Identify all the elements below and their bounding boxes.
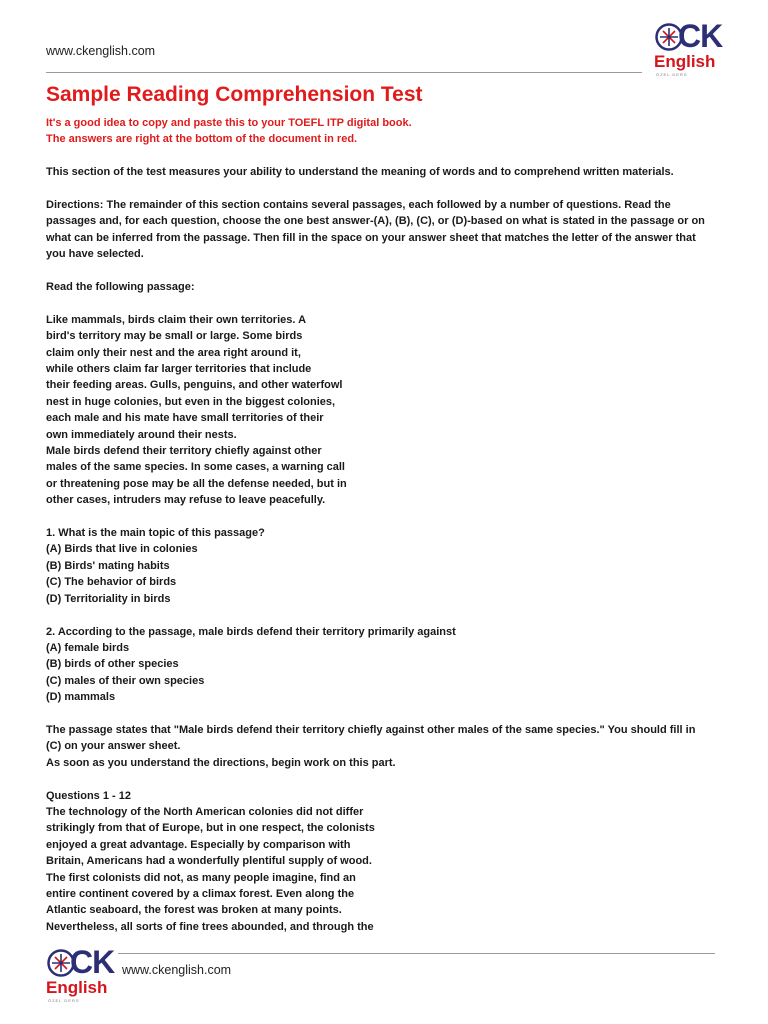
passage-line: males of the same species. In some cases, a warning call: [46, 461, 345, 474]
passage-line: claim only their nest and the area right around it,: [46, 346, 301, 359]
passage-line: while others claim far larger territories that include: [46, 363, 312, 376]
answer-option: (C) The behavior of birds: [46, 576, 177, 589]
passage-line: Like mammals, birds claim their own territories. A: [46, 313, 307, 326]
directions-line: Directions: The remainder of this section contains several passages, each followed by a number of questions. Read the: [46, 199, 671, 211]
intro-paragraph: This section of the test measures your ability to understand the meaning of words and to comprehend written materials.: [46, 166, 674, 179]
explanation-line: As soon as you understand the directions, begin work on this part.: [46, 756, 396, 769]
passage2-line: Britain, Americans had a wonderfully plentiful supply of wood.: [46, 855, 372, 868]
directions-line: passages and, for each question, choose the one best answer-(A), (B), (C), or (D)-based on what is stated in the passage or on: [46, 215, 705, 228]
note-line: It's a good idea to copy and paste this to your TOEFL ITP digital book.: [46, 117, 412, 129]
passage-line: or threatening pose may be all the defense needed, but in: [46, 477, 347, 490]
passage2-line: Nevertheless, all sorts of fine trees abounded, and through the: [46, 920, 374, 933]
ck-english-logo: [654, 18, 724, 82]
answer-option: (A) female birds: [46, 641, 130, 654]
passage2-line: The first colonists did not, as many people imagine, find an: [46, 871, 356, 884]
questions-label: Questions 1 - 12: [46, 789, 131, 802]
passage2-line: Atlantic seaboard, the forest was broken at many points.: [46, 904, 342, 917]
explanation-line: The passage states that "Male birds defend their territory chiefly against other males of the same species." You should fill in: [46, 723, 696, 736]
answer-option: (B) Birds' mating habits: [46, 559, 170, 572]
answer-option: (B) birds of other species: [46, 658, 179, 671]
passage-line: other cases, intruders may refuse to leave peacefully.: [46, 494, 326, 507]
footer-url[interactable]: www.ckenglish.com: [122, 963, 232, 977]
logo-word: English: [654, 52, 716, 71]
answer-option: (C) males of their own species: [46, 674, 205, 687]
answer-option: (D) mammals: [46, 691, 116, 704]
explanation-line: (C) on your answer sheet.: [46, 740, 181, 753]
read-label: Read the following passage:: [46, 281, 195, 294]
logo-letters: CK: [678, 18, 723, 54]
header-divider: [46, 72, 642, 73]
passage2-line: entire continent covered by a climax forest. Even along the: [46, 887, 355, 900]
logo-word: English: [46, 978, 108, 997]
logo-tagline: ÖZEL DERS: [656, 72, 688, 77]
page-title: Sample Reading Comprehension Test: [46, 83, 423, 106]
ck-english-logo-footer: [46, 944, 116, 1008]
answer-option: (D) Territoriality in birds: [46, 592, 171, 605]
passage-line: nest in huge colonies, but even in the biggest colonies,: [46, 395, 336, 408]
document-body: [46, 115, 726, 935]
passage2-line: strikingly from that of Europe, but in one respect, the colonists: [46, 822, 375, 835]
passage-line: own immediately around their nests.: [46, 428, 237, 441]
passage2-line: enjoyed a great advantage. Especially by comparison with: [46, 838, 351, 851]
question-2: 2. According to the passage, male birds defend their territory primarily against: [46, 625, 456, 638]
directions-line: what can be inferred from the passage. Then fill in the space on your answer sheet that matches the letter of the answer that: [46, 231, 696, 244]
header-url[interactable]: www.ckenglish.com: [46, 44, 156, 58]
logo-letters: CK: [70, 944, 115, 980]
passage2-line: The technology of the North American colonies did not differ: [46, 805, 364, 818]
passage-line: bird's territory may be small or large. Some birds: [46, 330, 303, 343]
directions-line: you have selected.: [46, 248, 144, 261]
question-1: 1. What is the main topic of this passage?: [46, 527, 265, 540]
passage-line: their feeding areas. Gulls, penguins, and other waterfowl: [46, 379, 343, 392]
passage-line: Male birds defend their territory chiefly against other: [46, 445, 322, 458]
passage-line: each male and his mate have small territories of their: [46, 412, 324, 425]
note-line: The answers are right at the bottom of the document in red.: [46, 133, 358, 146]
logo-tagline: ÖZEL DERS: [48, 998, 80, 1003]
answer-option: (A) Birds that live in colonies: [46, 543, 198, 556]
footer-divider: [118, 953, 715, 954]
